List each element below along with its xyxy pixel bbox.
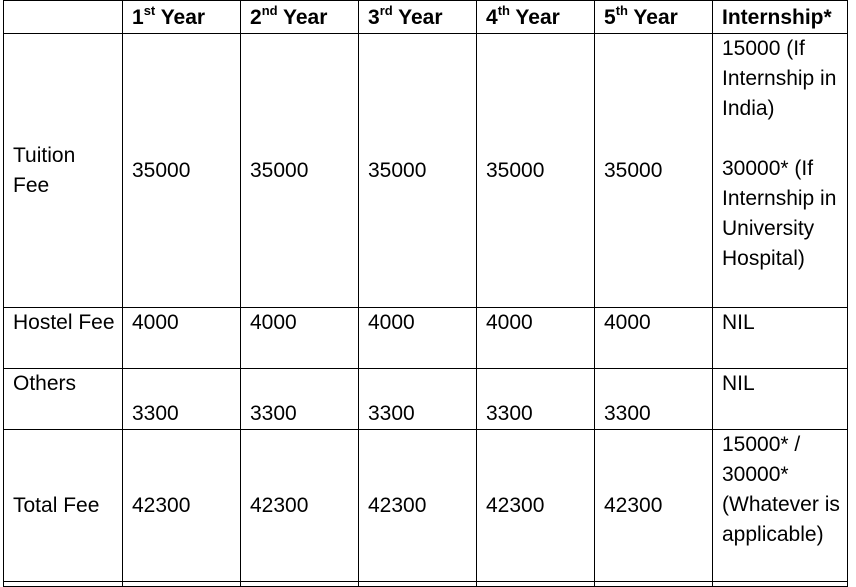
fee-table — [3, 0, 848, 587]
tuition-internship-university: 30000* (If Internship in University Hospital) — [722, 157, 837, 270]
others-year-2: 3300 — [241, 369, 359, 430]
stub-cell — [123, 582, 241, 587]
stub-cell — [359, 582, 477, 587]
others-year-4: 3300 — [477, 369, 595, 430]
header-year-3: 3rd Year — [359, 1, 477, 34]
tuition-year-1: 35000 — [123, 34, 241, 308]
tuition-year-4: 35000 — [477, 34, 595, 308]
header-corner — [4, 1, 123, 34]
header-internship: Internship* — [713, 1, 848, 34]
total-year-3: 42300 — [359, 430, 477, 582]
others-year-1: 3300 — [123, 369, 241, 430]
header-year-2: 2nd Year — [241, 1, 359, 34]
hostel-year-1: 4000 — [123, 308, 241, 369]
table-row-others — [4, 369, 848, 430]
tuition-year-5: 35000 — [595, 34, 713, 308]
header-year-1: 1st Year — [123, 1, 241, 34]
row-label-tuition: Tuition Fee — [4, 34, 123, 308]
total-year-1: 42300 — [123, 430, 241, 582]
stub-cell — [595, 582, 713, 587]
tuition-year-2: 35000 — [241, 34, 359, 308]
table-row-hostel — [4, 308, 848, 369]
table-row-total — [4, 430, 848, 582]
stub-cell — [4, 582, 123, 587]
others-internship: NIL — [713, 369, 848, 430]
hostel-year-4: 4000 — [477, 308, 595, 369]
header-row — [4, 1, 848, 34]
stub-cell — [241, 582, 359, 587]
table-row-stub — [4, 582, 848, 587]
tuition-internship — [713, 34, 848, 308]
others-year-3: 3300 — [359, 369, 477, 430]
stub-cell — [713, 582, 848, 587]
total-year-2: 42300 — [241, 430, 359, 582]
hostel-year-5: 4000 — [595, 308, 713, 369]
stub-cell — [477, 582, 595, 587]
total-year-4: 42300 — [477, 430, 595, 582]
row-label-others: Others — [4, 369, 123, 430]
total-year-5: 42300 — [595, 430, 713, 582]
header-year-4: 4th Year — [477, 1, 595, 34]
hostel-internship: NIL — [713, 308, 848, 369]
row-label-hostel: Hostel Fee — [4, 308, 123, 369]
row-label-total: Total Fee — [4, 430, 123, 582]
table-row-tuition — [4, 34, 848, 308]
tuition-internship-india: 15000 (If Internship in India) — [722, 37, 837, 120]
header-year-5: 5th Year — [595, 1, 713, 34]
hostel-year-2: 4000 — [241, 308, 359, 369]
total-internship: 15000* / 30000* (Whatever is applicable) — [713, 430, 848, 582]
hostel-year-3: 4000 — [359, 308, 477, 369]
others-year-5: 3300 — [595, 369, 713, 430]
tuition-year-3: 35000 — [359, 34, 477, 308]
